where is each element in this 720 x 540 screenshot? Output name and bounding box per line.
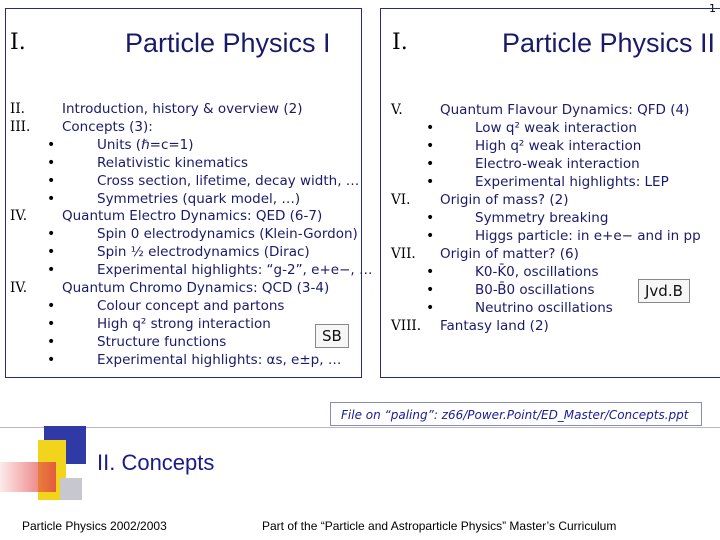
bullet-icon: •: [426, 300, 435, 316]
right-bullet-item: B0-B̄0 oscillations: [475, 282, 595, 298]
right-section-number: V.: [391, 102, 403, 118]
sb-tag: SB: [315, 324, 349, 348]
left-roman-heading: I.: [10, 30, 26, 55]
right-title: Particle Physics II: [502, 28, 716, 58]
left-bullet-item: Spin ½ electrodynamics (Dirac): [97, 244, 310, 261]
right-section-heading: Origin of mass? (2): [440, 192, 569, 208]
left-bullet-item: Spin 0 electrodynamics (Klein-Gordon): [97, 226, 358, 243]
left-bullet-item: Experimental highlights: αs, e±p, …: [97, 351, 342, 368]
left-bullet-item: Structure functions: [97, 333, 227, 350]
right-bullet-item: Neutrino oscillations: [475, 300, 613, 316]
left-bullet-item: Cross section, lifetime, decay width, …: [97, 172, 360, 189]
right-section-number: VII.: [391, 246, 416, 262]
left-bullet-item: Colour concept and partons: [97, 297, 285, 314]
bullet-icon: •: [47, 154, 56, 171]
decorative-gray-square: [60, 478, 82, 500]
bullet-icon: •: [47, 315, 56, 332]
right-bullet-item: Experimental highlights: LEP: [475, 174, 669, 190]
bullet-icon: •: [47, 333, 56, 350]
left-section-number: IV.: [10, 208, 28, 225]
right-bullet-item: Symmetry breaking: [475, 210, 609, 226]
divider-line: [0, 427, 720, 428]
bullet-icon: •: [47, 262, 56, 279]
bullet-icon: •: [47, 297, 56, 314]
bullet-icon: •: [426, 156, 435, 172]
bullet-icon: •: [47, 226, 56, 243]
right-bullet-item: High q² weak interaction: [475, 138, 642, 154]
left-section-heading: Concepts (3):: [62, 118, 153, 135]
left-section-heading: Introduction, history & overview (2): [62, 101, 303, 117]
left-bullet-item: Units (ℏ=c=1): [97, 136, 194, 153]
left-section-number: IV.: [10, 280, 28, 296]
right-bullet-item: Electro-weak interaction: [475, 156, 640, 172]
left-bullet-item: Symmetries (quark model, …): [97, 190, 301, 207]
left-bullet-item: High q² strong interaction: [97, 315, 271, 332]
bullet-icon: •: [47, 351, 56, 368]
bullet-icon: •: [426, 138, 435, 154]
left-section-heading: Quantum Electro Dynamics: QED (6-7): [62, 208, 323, 225]
left-bullet-item: Relativistic kinematics: [97, 154, 249, 171]
right-section-number: VI.: [391, 192, 411, 208]
file-note: File on “paling”: z66/Power.Point/ED_Master/Concepts.ppt: [330, 402, 702, 426]
right-bullet-item: Higgs particle: in e+e− and in pp: [475, 228, 701, 244]
left-section-number: III.: [10, 118, 31, 135]
bullet-icon: •: [426, 228, 435, 244]
section-title: II. Concepts: [97, 450, 215, 475]
left-bullet-item: Experimental highlights: “g-2”, e+e−, …: [97, 262, 373, 279]
bullet-icon: •: [426, 264, 435, 280]
left-section-heading: Quantum Chromo Dynamics: QCD (3-4): [62, 280, 330, 296]
footer-left-text: Particle Physics 2002/2003: [22, 519, 167, 533]
right-bullet-item: Low q² weak interaction: [475, 120, 637, 136]
bullet-icon: •: [426, 174, 435, 190]
bullet-icon: •: [426, 120, 435, 136]
right-section-heading: Quantum Flavour Dynamics: QFD (4): [440, 102, 690, 118]
right-section-number: VIII.: [391, 318, 422, 334]
right-section-heading: Fantasy land (2): [440, 318, 549, 334]
decorative-red-bar: [0, 462, 56, 492]
jvdb-tag: Jvd.B: [638, 279, 690, 303]
left-section-number: II.: [10, 101, 25, 117]
bullet-icon: •: [47, 136, 56, 153]
right-bullet-item: K0-K̄0, oscillations: [475, 264, 599, 280]
right-roman-heading: I.: [392, 30, 408, 55]
right-section-heading: Origin of matter? (6): [440, 246, 579, 262]
footer-right-text: Part of the “Particle and Astroparticle Physics” Master’s Curriculum: [262, 519, 617, 533]
bullet-icon: •: [47, 244, 56, 261]
bullet-icon: •: [426, 282, 435, 298]
page-number: 1: [709, 2, 716, 15]
bullet-icon: •: [47, 190, 56, 207]
bullet-icon: •: [47, 172, 56, 189]
left-title: Particle Physics I: [125, 28, 331, 58]
bullet-icon: •: [426, 210, 435, 226]
